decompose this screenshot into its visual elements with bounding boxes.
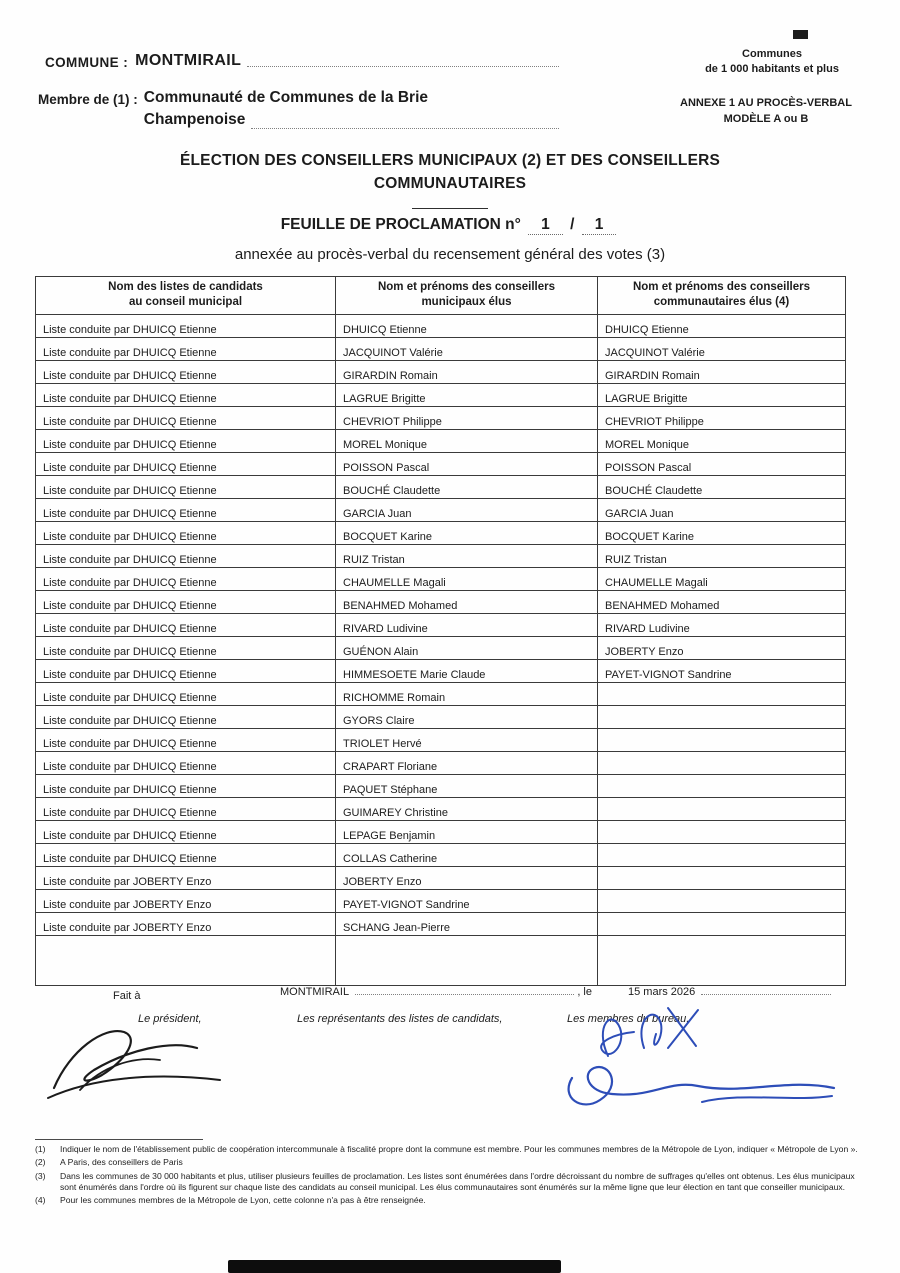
municipal-councillor-name: CHEVRIOT Philippe [343, 415, 442, 428]
footnote-1-text: Indiquer le nom de l'établissement public de coopération intercommunale à fiscalité propre dont la commune est membre. Pour les communes membres de la Métropole de Lyon, indiquer « Métropole de Lyon ». [60, 1144, 858, 1154]
annexe-note [650, 96, 882, 128]
table-row [36, 521, 846, 544]
list-name: Liste conduite par DHUICQ Etienne [43, 530, 217, 543]
sheet-number-separator: / [570, 216, 575, 233]
table-row [36, 705, 846, 728]
column-header-lists-line2: au conseil municipal [128, 295, 243, 308]
municipal-councillor-name: GUIMAREY Christine [343, 806, 448, 819]
table-row [36, 866, 846, 889]
list-name: Liste conduite par DHUICQ Etienne [43, 369, 217, 382]
list-name: Liste conduite par JOBERTY Enzo [43, 921, 212, 934]
footnote-3-text: Dans les communes de 30 000 habitants et plus, utiliser plusieurs feuilles de proclamation. Les listes sont énumérées dans l'ordre décroissant du nombre de suffrages qu'elles ont obtenus. Les élus municipaux sont énumérés dans l'ordre où ils figurent sur chaque liste des candidats au conseil municipal. Les élus communautaires sont énumérés sur la même ligne que leur élection en tant que conseiller municipaux. [60, 1170, 855, 1193]
table-row [36, 475, 846, 498]
municipal-councillor-name: LAGRUE Brigitte [343, 392, 426, 405]
list-name: Liste conduite par DHUICQ Etienne [43, 346, 217, 359]
table-row [36, 452, 846, 475]
commune-category-line2: de 1 000 habitants et plus [705, 63, 839, 76]
community-councillor-name: PAYET-VIGNOT Sandrine [605, 668, 732, 681]
list-name: Liste conduite par DHUICQ Etienne [43, 714, 217, 727]
list-name: Liste conduite par DHUICQ Etienne [43, 438, 217, 451]
municipal-councillor-name: GUÉNON Alain [343, 645, 419, 658]
municipal-councillor-name: HIMMESOETE Marie Claude [343, 668, 486, 681]
list-name: Liste conduite par DHUICQ Etienne [43, 576, 217, 589]
municipal-councillor-name: BOUCHÉ Claudette [343, 484, 441, 497]
table-row [36, 751, 846, 774]
footnotes [35, 1144, 873, 1209]
table-row [36, 590, 846, 613]
president-signature-label: Le président, [138, 1013, 202, 1025]
list-name: Liste conduite par DHUICQ Etienne [43, 622, 217, 635]
column-header-community-line1: Nom et prénoms des conseillers [632, 281, 811, 293]
municipal-councillor-name: BENAHMED Mohamed [343, 599, 458, 612]
municipal-councillor-name: CHAUMELLE Magali [343, 576, 446, 589]
municipal-councillor-name: RUIZ Tristan [343, 553, 405, 566]
place-value: MONTMIRAIL [280, 986, 350, 998]
community-councillor-name: BENAHMED Mohamed [605, 599, 720, 612]
proclamation-label: FEUILLE DE PROCLAMATION n° [280, 216, 521, 233]
municipal-councillor-name: GARCIA Juan [343, 507, 412, 520]
commune-label: COMMUNE : [45, 55, 129, 70]
list-name: Liste conduite par DHUICQ Etienne [43, 323, 217, 336]
footnote-2 [35, 1157, 873, 1168]
list-name: Liste conduite par DHUICQ Etienne [43, 645, 217, 658]
footnote-4-text: Pour les communes membres de la Métropole de Lyon, cette colonne n'a pas à être renseignée. [60, 1195, 426, 1206]
table-row [36, 682, 846, 705]
column-header-lists [36, 277, 336, 315]
community-councillor-name: CHEVRIOT Philippe [605, 415, 704, 428]
proclamation-table [35, 276, 846, 986]
list-name: Liste conduite par DHUICQ Etienne [43, 668, 217, 681]
column-header-municipal [336, 277, 598, 315]
column-header-municipal-line2: municipaux élus [421, 295, 512, 308]
table-row [36, 935, 846, 985]
municipal-councillor-name: DHUICQ Etienne [343, 323, 427, 336]
list-name: Liste conduite par DHUICQ Etienne [43, 783, 217, 796]
table-row [36, 360, 846, 383]
list-name: Liste conduite par DHUICQ Etienne [43, 806, 217, 819]
table-row [36, 820, 846, 843]
dotted-fill-line [251, 128, 559, 129]
table-row [36, 774, 846, 797]
membre-value [144, 87, 562, 132]
community-councillor-name: RIVARD Ludivine [605, 622, 690, 635]
title-divider-rule [412, 208, 488, 209]
document-title-line2: COMMUNAUTAIRES [373, 175, 527, 193]
column-header-lists-line1: Nom des listes de candidats [108, 281, 263, 293]
municipal-councillor-name: COLLAS Catherine [343, 852, 438, 865]
document-title-line1: ÉLECTION DES CONSEILLERS MUNICIPAUX (2) ET DES CONSEILLERS [179, 152, 721, 169]
subtitle: annexée au procès-verbal du recensement général des votes (3) [234, 246, 666, 263]
dotted-fill-line [247, 66, 559, 67]
table-row [36, 613, 846, 636]
membre-value-line1: Communauté de Communes de la Brie [143, 89, 429, 106]
table-row [36, 912, 846, 935]
table-row [36, 314, 846, 337]
community-councillor-name: JOBERTY Enzo [605, 645, 684, 658]
community-councillor-name: DHUICQ Etienne [605, 323, 689, 336]
footnote-1-number: (1) [35, 1144, 46, 1154]
list-name: Liste conduite par DHUICQ Etienne [43, 415, 217, 428]
table-row [36, 659, 846, 682]
le-label: , le [577, 986, 592, 998]
dotted-fill-line [355, 994, 574, 995]
list-name: Liste conduite par JOBERTY Enzo [43, 875, 212, 888]
membre-line [38, 87, 562, 132]
community-councillor-name: CHAUMELLE Magali [605, 576, 708, 589]
list-name: Liste conduite par DHUICQ Etienne [43, 829, 217, 842]
list-name: Liste conduite par JOBERTY Enzo [43, 898, 212, 911]
footnote-1 [35, 1144, 873, 1155]
municipal-councillor-name: GYORS Claire [343, 714, 415, 727]
municipal-councillor-name: PAQUET Stéphane [343, 783, 438, 796]
community-councillor-name: MOREL Monique [605, 438, 689, 451]
date-line [628, 986, 834, 998]
column-header-municipal-line1: Nom et prénoms des conseillers [377, 281, 556, 293]
list-name: Liste conduite par DHUICQ Etienne [43, 553, 217, 566]
annexe-line1: ANNEXE 1 AU PROCÈS-VERBAL [680, 97, 852, 109]
list-name: Liste conduite par DHUICQ Etienne [43, 737, 217, 750]
municipal-councillor-name: BOCQUET Karine [343, 530, 433, 543]
table-row [36, 498, 846, 521]
place-line [280, 986, 592, 998]
scan-artifact-mark [793, 30, 808, 39]
list-name: Liste conduite par DHUICQ Etienne [43, 392, 217, 405]
table-header [36, 277, 846, 315]
list-name: Liste conduite par DHUICQ Etienne [43, 507, 217, 520]
table-body [36, 314, 846, 985]
table-row [36, 567, 846, 590]
commune-value: MONTMIRAIL [135, 52, 242, 69]
municipal-councillor-name: PAYET-VIGNOT Sandrine [343, 898, 470, 911]
commune-line [45, 52, 562, 70]
table-row [36, 544, 846, 567]
sheet-number: 1 [528, 216, 563, 235]
table-row [36, 337, 846, 360]
president-signature [42, 1020, 232, 1110]
column-header-community [598, 277, 846, 315]
community-councillor-name: POISSON Pascal [605, 461, 692, 474]
membre-label: Membre de (1) : [38, 92, 138, 107]
membre-value-line2-wrap [144, 109, 562, 131]
date-value: 15 mars 2026 [628, 986, 696, 998]
municipal-councillor-name: MOREL Monique [343, 438, 427, 451]
municipal-councillor-name: JOBERTY Enzo [343, 875, 422, 888]
municipal-councillor-name: SCHANG Jean-Pierre [343, 921, 450, 934]
document-title [60, 149, 840, 196]
membre-value-line2: Champenoise [143, 111, 246, 129]
table-row [36, 383, 846, 406]
list-name: Liste conduite par DHUICQ Etienne [43, 852, 217, 865]
footnote-2-text: A Paris, des conseillers de Paris [60, 1157, 183, 1168]
community-councillor-name: GARCIA Juan [605, 507, 674, 520]
list-name: Liste conduite par DHUICQ Etienne [43, 599, 217, 612]
bureau-members-signature [550, 1000, 850, 1122]
footnote-3 [35, 1171, 873, 1194]
municipal-councillor-name: CRAPART Floriane [343, 760, 438, 773]
table-header-row [36, 277, 846, 315]
fait-a-label: Fait à [113, 990, 141, 1002]
commune-category-note [683, 47, 861, 78]
community-councillor-name: JACQUINOT Valérie [605, 346, 705, 359]
table-row [36, 636, 846, 659]
bureau-signature-label: Les membres du bureau, [567, 1013, 690, 1025]
table-row [36, 406, 846, 429]
representatives-signature-label: Les représentants des listes de candidats, [297, 1013, 503, 1025]
footnote-4-number: (4) [35, 1195, 46, 1206]
municipal-councillor-name: POISSON Pascal [343, 461, 430, 474]
community-councillor-name: BOCQUET Karine [605, 530, 695, 543]
scanner-edge-artifact [228, 1260, 561, 1273]
footnote-4 [35, 1195, 873, 1206]
table-row [36, 797, 846, 820]
list-name: Liste conduite par DHUICQ Etienne [43, 484, 217, 497]
list-name: Liste conduite par DHUICQ Etienne [43, 760, 217, 773]
footnote-separator-rule [35, 1139, 203, 1140]
municipal-councillor-name: RIVARD Ludivine [343, 622, 428, 635]
proclamation-title [0, 216, 900, 235]
table-row [36, 843, 846, 866]
annexe-line2: MODÈLE A ou B [723, 112, 809, 125]
municipal-councillor-name: GIRARDIN Romain [343, 369, 438, 382]
footnote-2-number: (2) [35, 1157, 46, 1168]
community-councillor-name: BOUCHÉ Claudette [605, 484, 703, 497]
dotted-fill-line [701, 994, 831, 995]
municipal-councillor-name: LEPAGE Benjamin [343, 829, 436, 842]
list-name: Liste conduite par DHUICQ Etienne [43, 461, 217, 474]
table-row [36, 889, 846, 912]
community-councillor-name: GIRARDIN Romain [605, 369, 700, 382]
community-councillor-name: RUIZ Tristan [605, 553, 667, 566]
list-name: Liste conduite par DHUICQ Etienne [43, 691, 217, 704]
footer-signature-area [0, 986, 900, 1138]
community-councillor-name: LAGRUE Brigitte [605, 392, 688, 405]
column-header-community-line2: communautaires élus (4) [653, 295, 790, 308]
municipal-councillor-name: TRIOLET Hervé [343, 737, 422, 750]
table-row [36, 728, 846, 751]
table-row [36, 429, 846, 452]
municipal-councillor-name: RICHOMME Romain [343, 691, 446, 704]
commune-category-line1: Communes [742, 48, 802, 60]
municipal-councillor-name: JACQUINOT Valérie [343, 346, 443, 359]
footnote-3-number: (3) [35, 1170, 46, 1181]
sheet-total: 1 [582, 216, 617, 235]
